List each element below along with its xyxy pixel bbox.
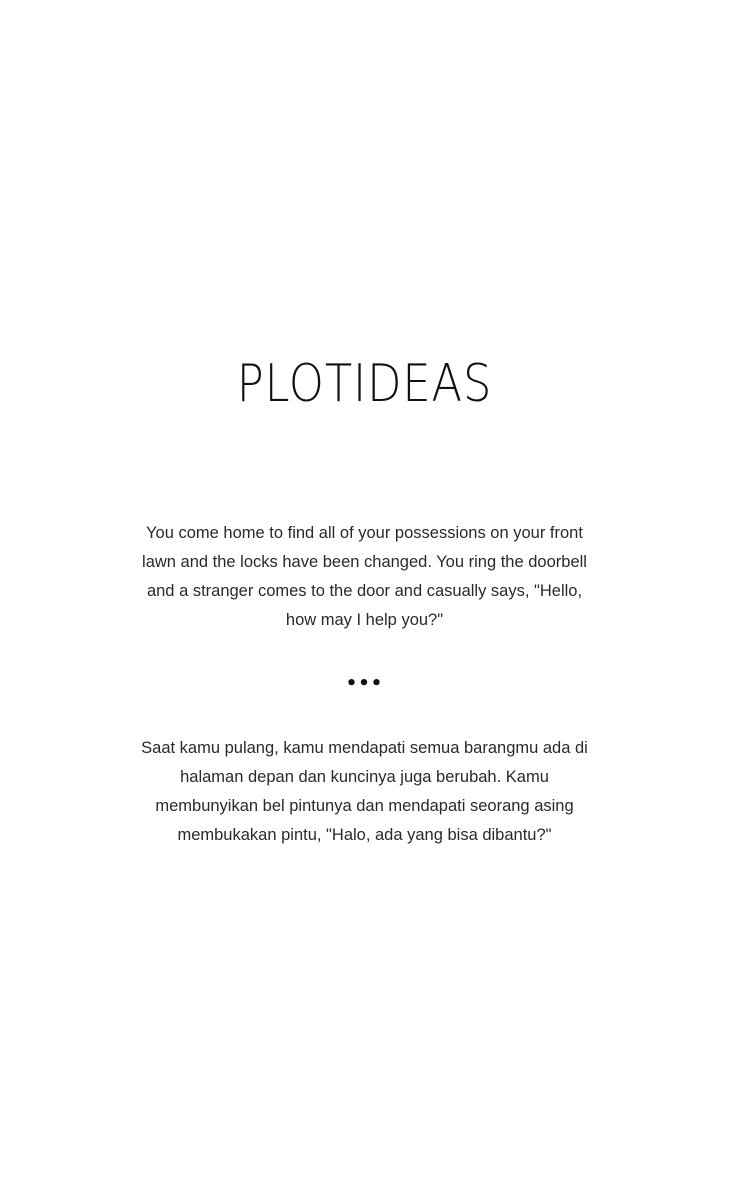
prompt-paragraph-indonesian: Saat kamu pulang, kamu mendapati semua barangmu ada di halaman depan dan kuncinya juga berubah. Kamu membunyikan bel pintunya dan mendapati seorang asing membukakan pintu, "Halo, ada yang bisa dibantu?"	[141, 739, 588, 844]
section-separator: •••	[345, 673, 384, 694]
page-title: PLOTIDEAS	[236, 354, 493, 414]
prompt-paragraph-english: You come home to find all of your possessions on your front lawn and the locks have been changed. You ring the doorbell and a stranger comes to the door and casually says, "Hello, how may I help you?"	[142, 524, 587, 629]
